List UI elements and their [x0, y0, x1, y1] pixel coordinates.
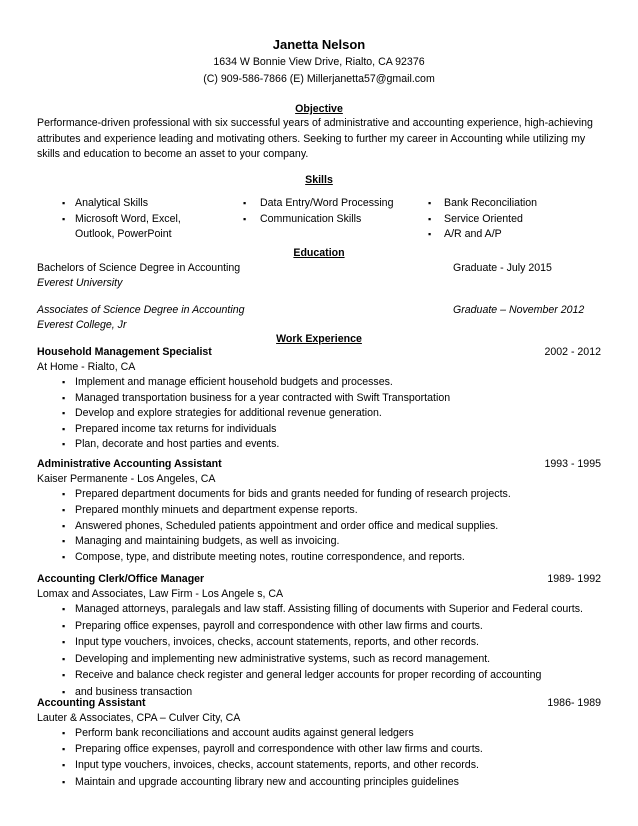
degree-2-date: Graduate – November 2012	[453, 304, 585, 316]
skill-item: Communication Skills	[260, 213, 362, 225]
bullet-icon: ▪	[62, 552, 66, 563]
objective-heading: Objective	[295, 103, 343, 115]
bullet-icon: ▪	[62, 620, 66, 631]
bullet-icon: ▪	[62, 604, 66, 614]
address: 1634 W Bonnie View Drive, Rialto, CA 92376	[213, 56, 425, 68]
bullet-icon: ▪	[62, 423, 66, 434]
job-company: Lomax and Associates, Law Firm - Los Angele s, CA	[37, 588, 284, 600]
bullet-icon: ▪	[62, 198, 66, 208]
contact-info: (C) 909-586-7866 (E) Millerjanetta57@gmail.com	[203, 73, 435, 85]
job-duty: Maintain and upgrade accounting library new and accounting principles guidelines	[75, 775, 459, 788]
skill-item: Bank Reconciliation	[444, 197, 538, 209]
job-title: Administrative Accounting Assistant	[37, 458, 222, 470]
job-title: Accounting Clerk/Office Manager	[37, 573, 205, 585]
job-duty: Receive and balance check register and general ledger accounts for proper recording of accounting	[75, 669, 542, 681]
experience-heading: Work Experience	[276, 333, 362, 345]
job-duty: Developing and implementing new administrative systems, such as record management.	[75, 652, 491, 665]
bullet-icon: ▪	[62, 728, 66, 738]
job-dates: 1989- 1992	[547, 573, 601, 585]
skill-item: Service Oriented	[444, 213, 523, 225]
bullet-icon: ▪	[62, 439, 66, 449]
skill-item: A/R and A/P	[444, 228, 502, 240]
job-duty: Develop and explore strategies for additional revenue generation.	[75, 407, 382, 419]
bullet-icon: ▪	[62, 670, 66, 680]
job-duty: Managed transportation business for a year contracted with Swift Transportation	[75, 391, 451, 404]
school-1: Everest University	[37, 277, 123, 289]
job-company: Kaiser Permanente - Los Angeles, CA	[37, 473, 216, 485]
job-duty: Input type vouchers, invoices, checks, account statements, reports, and other records.	[75, 636, 479, 648]
bullet-icon: ▪	[62, 744, 66, 755]
degree-1: Bachelors of Science Degree in Accounting	[37, 262, 241, 274]
skills-heading: Skills	[305, 174, 333, 186]
bullet-icon: ▪	[62, 776, 66, 787]
job-company: Lauter & Associates, CPA – Culver City, CA	[37, 712, 241, 724]
job-duty: Compose, type, and distribute meeting notes, routine correspondence, and reports.	[75, 551, 465, 564]
skill-item: Analytical Skills	[75, 197, 149, 209]
job-duty: Answered phones, Scheduled patients appointment and order office and medical supplies.	[75, 519, 499, 532]
bullet-icon: ▪	[62, 653, 66, 664]
bullet-icon: ▪	[428, 198, 432, 208]
job-duty: Preparing office expenses, payroll and correspondence with other law firms and courts.	[75, 619, 483, 632]
job-dates: 1993 - 1995	[544, 458, 601, 470]
bullet-icon: ▪	[243, 198, 247, 208]
skill-item: Outlook, PowerPoint	[75, 228, 172, 240]
objective-text: Performance-driven professional with six successful years of administrative and accounting experience, high-achieving attributes and experience leading and motivating others. Seeking to further my career in Accounting while utilizing my skills and education to become an asset to your company.	[37, 117, 593, 160]
bullet-icon: ▪	[62, 392, 66, 403]
job-duty: Plan, decorate and host parties and events.	[75, 438, 280, 450]
bullet-icon: ▪	[428, 214, 432, 224]
job-duty: Perform bank reconciliations and account audits against general ledgers	[75, 727, 414, 739]
job-duty: Prepared department documents for bids and grants needed for funding of research projects.	[75, 488, 511, 500]
skill-item: Microsoft Word, Excel,	[75, 213, 181, 225]
job-duty: Implement and manage efficient household budgets and processes.	[75, 376, 393, 388]
job-title: Household Management Specialist	[37, 346, 212, 358]
candidate-name: Janetta Nelson	[272, 37, 366, 52]
bullet-icon: ▪	[243, 214, 247, 224]
bullet-icon: ▪	[62, 686, 66, 697]
job-duty: Input type vouchers, invoices, checks, account statements, reports, and other records.	[75, 759, 479, 772]
skill-item: Data Entry/Word Processing	[260, 197, 394, 209]
job-duty: Preparing office expenses, payroll and correspondence with other law firms and courts.	[75, 743, 483, 756]
job-duty: Prepared monthly minuets and department expense reports.	[75, 503, 358, 516]
bullet-icon: ▪	[62, 520, 66, 531]
bullet-icon: ▪	[62, 489, 66, 499]
degree-1-date: Graduate - July 2015	[453, 262, 552, 274]
job-dates: 2002 - 2012	[544, 346, 601, 358]
bullet-icon: ▪	[62, 536, 66, 547]
job-duty: and business transaction	[75, 685, 193, 698]
job-dates: 1986- 1989	[547, 697, 601, 709]
bullet-icon: ▪	[62, 377, 66, 387]
bullet-icon: ▪	[62, 760, 66, 771]
job-duty: Managed attorneys, paralegals and law staff. Assisting filling of documents with Superior and Federal courts.	[75, 603, 583, 615]
degree-2: Associates of Science Degree in Accounting	[37, 304, 245, 316]
bullet-icon: ▪	[62, 408, 66, 418]
bullet-icon: ▪	[62, 504, 66, 515]
job-duty: Prepared income tax returns for individuals	[75, 422, 277, 435]
bullet-icon: ▪	[62, 637, 66, 647]
job-company: At Home - Rialto, CA	[37, 361, 136, 373]
bullet-icon: ▪	[428, 229, 432, 239]
job-title: Accounting Assistant	[37, 697, 146, 709]
bullet-icon: ▪	[62, 214, 66, 224]
job-duty: Managing and maintaining budgets, as well as invoicing.	[75, 535, 340, 548]
education-heading: Education	[293, 247, 345, 259]
school-2: Everest College, Jr	[37, 319, 127, 331]
